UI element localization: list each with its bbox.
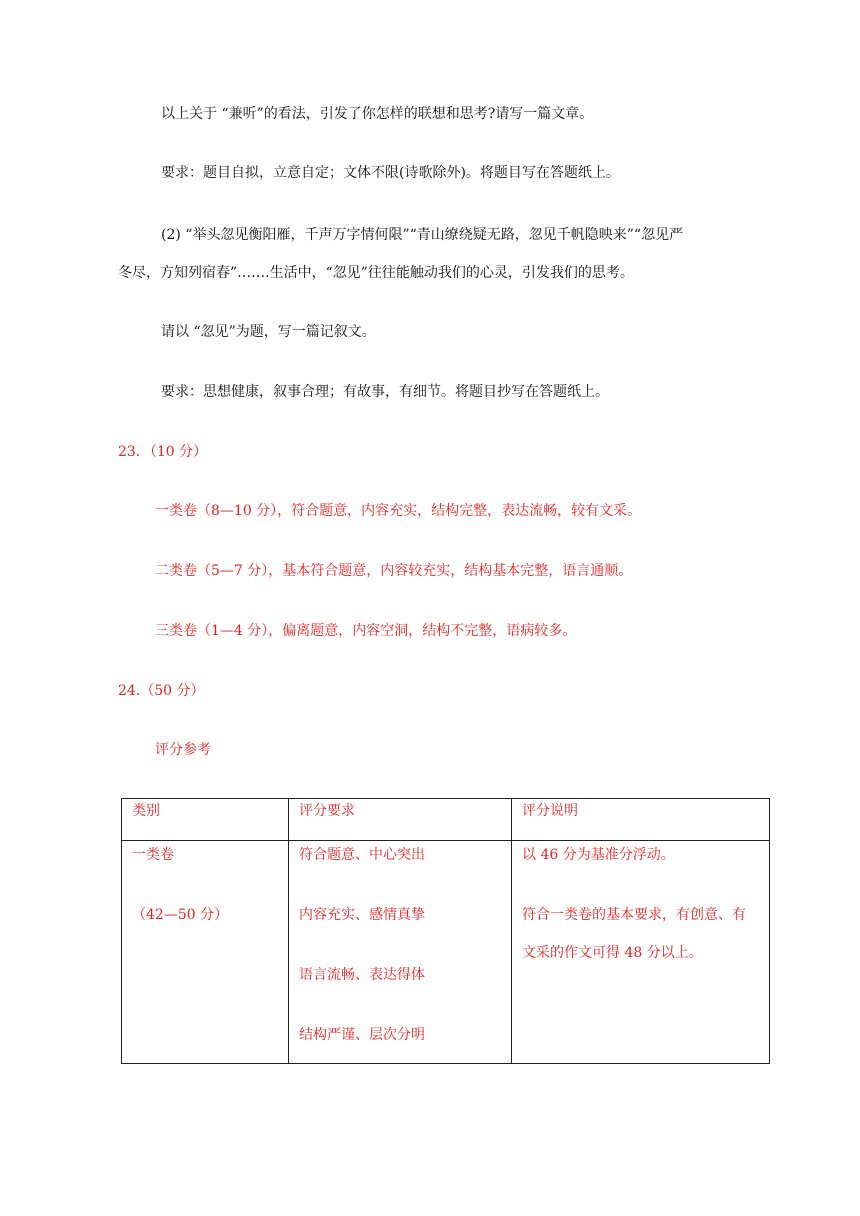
notes-cell [512,841,770,1064]
header-category: 类别 [122,799,289,841]
q24-subheading: 评分参考 [155,742,211,758]
paragraph-3-line-1: (2) “举头忽见衡阳雁，千声万字情何限”“青山缭绕疑无路，忽见千帆隐映来”“忽见严 [161,227,684,243]
paragraph-1: 以上关于 “兼听”的看法，引发了你怎样的联想和思考?请写一篇文章。 [161,106,594,122]
paragraph-4: 请以 “忽见”为题，写一篇记叙文。 [161,324,376,340]
scoring-table [121,798,770,1064]
paragraph-3-line-2: 冬尽，方知列宿春”…….生活中，“忽见”往往能触动我们的心灵，引发我们的思考。 [118,265,634,281]
category-cell [122,841,289,1064]
requirement-item: 结构严谨、层次分明 [299,1027,425,1043]
header-notes: 评分说明 [512,799,770,841]
requirement-item: 内容充实、感情真挚 [299,907,425,923]
category-name: 一类卷 [132,847,174,863]
note-item: 文采的作文可得 48 分以上。 [522,945,703,961]
paragraph-5: 要求：思想健康，叙事合理；有故事，有细节。将题目抄写在答题纸上。 [161,384,609,400]
q23-grade-1: 一类卷（8—10 分），符合题意，内容充实，结构完整，表达流畅，较有文采。 [155,503,642,519]
header-requirements: 评分要求 [289,799,512,841]
note-item: 符合一类卷的基本要求，有创意、有 [522,907,746,923]
q24-heading: 24.（50 分） [118,683,205,699]
q23-grade-3: 三类卷（1—4 分），偏离题意，内容空洞，结构不完整，语病较多。 [155,623,577,639]
requirement-item: 语言流畅、表达得体 [299,967,425,983]
paragraph-2: 要求：题目自拟，立意自定；文体不限(诗歌除外)。将题目写在答题纸上。 [161,165,620,181]
q23-grade-2: 二类卷（5—7 分），基本符合题意，内容较充实，结构基本完整，语言通顺。 [155,563,633,579]
note-item: 以 46 分为基准分浮动。 [522,847,675,863]
requirement-item: 符合题意、中心突出 [299,847,425,863]
table-header-row [122,799,770,841]
q23-heading: 23．（10 分） [118,444,208,460]
category-range: （42—50 分） [132,907,229,923]
table-row [122,841,770,1064]
requirements-cell [289,841,512,1064]
